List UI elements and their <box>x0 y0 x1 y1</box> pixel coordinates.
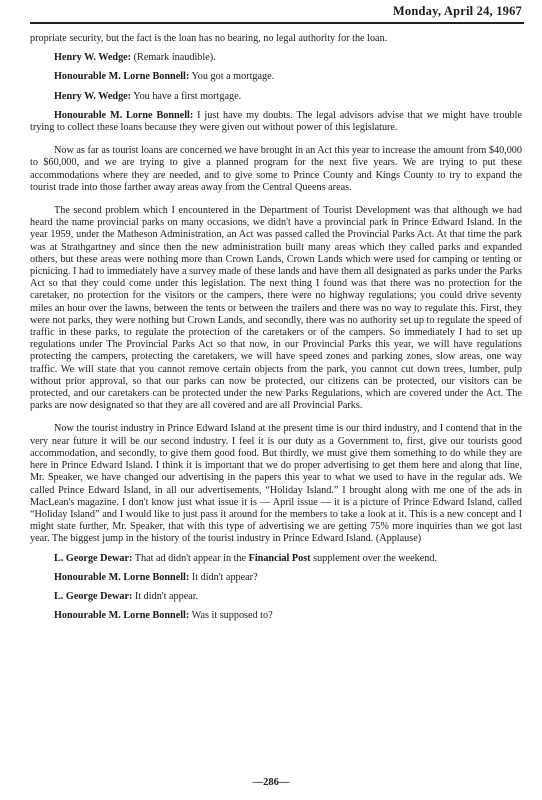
speaker-name: L. George Dewar: <box>54 590 133 602</box>
dialogue-line <box>30 572 522 584</box>
speaker-name: Honourable M. Lorne Bonnell: <box>54 71 190 83</box>
page-body <box>30 33 522 629</box>
speech-text: It didn't appear? <box>191 571 258 583</box>
speaker-name: Henry W. Wedge: <box>54 52 132 64</box>
speaker-name: Honourable M. Lorne Bonnell: <box>54 610 190 622</box>
speech-text: You got a mortgage. <box>191 71 275 83</box>
speech-text: I just have my doubts. The legal advisors advise that we might have trouble trying to collect these loans because they were given out without power of this legislature. <box>30 109 522 134</box>
dialogue-line <box>30 110 522 134</box>
header-rule <box>30 22 524 24</box>
speech-text: (Remark inaudible). <box>133 52 216 64</box>
speaker-name: Henry W. Wedge: <box>54 90 132 102</box>
speech-text: supplement over the weekend. <box>313 552 438 564</box>
dialogue-line <box>30 591 522 603</box>
page-number: —286— <box>252 777 290 788</box>
dialogue-line <box>30 91 522 103</box>
publication-name: Financial Post <box>248 552 311 564</box>
speaker-name: Honourable M. Lorne Bonnell: <box>54 571 190 583</box>
speech-text: Was it supposed to? <box>191 610 273 622</box>
paragraph-continuation: propriate security, but the fact is the loan has no bearing, no legal authority for the loan. <box>30 33 388 44</box>
speaker-name: L. George Dewar: <box>54 552 133 564</box>
speech-text: You have a first mortgage. <box>133 90 242 102</box>
speech-text: That ad didn't appear in the <box>134 552 247 564</box>
dialogue-line <box>30 610 522 622</box>
dialogue-line <box>30 553 522 565</box>
speaker-name: Honourable M. Lorne Bonnell: <box>54 109 194 121</box>
dialogue-line <box>30 71 522 83</box>
paragraph-tourist-loans: Now as far as tourist loans are concerned we have brought in an Act this year to increase the amount from $40,000 to $60,000, and we are trying to give a planned program for the next five years. We are trying to put these accommodations where they are needed, and to give some to Prince County and Kings County to try to expand the tourist trade into those farther away areas away from the Central Queens areas. <box>30 145 522 193</box>
dialogue-line <box>30 52 522 64</box>
header-date: Monday, April 24, 1967 <box>392 4 522 18</box>
speech-text: It didn't appear. <box>134 590 199 602</box>
paragraph-provincial-parks: The second problem which I encountered in the Department of Tourist Development was that although we had heard the name provincial parks on many occasions, we didn't have a provincial park in Prince Edward Island. In the year 1959, under the Matheson Administration, an Act was passed called the Provincial Parks Act. At that time the park was at Strathgartney and since then the new administration built many areas which they called parks and expanded others, but these areas were nothing more than Crown Lands, Crown Lands which were used for camping or tenting or picnicing. I had to immediately have a survey made of these lands and have them all designated as parks under the Parks Act so that they could come under this legislation. The next thing I found was that there was no protection for the caretaker, no protection for the visitors or the campers, there were no highway regulations; you could drive seventy miles an hour over the lawns, between the tents or between the trailers and there was no way to regulate this. First, they were not parks, they were nothing but Crown Lands, and secondly, there was no authority set up to regulate the speed of traffic in these parks, to regulate the protection of the caretakers or of the campers. So immediately I had to set up regulations under The Provincial Parks Act so that now, in our Provincial Parks this year, we will have regulations protecting the campers, protecting the caretakers, we will have speed zones and parking zones, slow areas, one way traffic. We will state that you cannot remove certain objects from the park, you cannot cut down trees, lumber, pulp without prior approval, so that our parks can now be protected, our citizens can be protected, our visitors can be protected, and our caretakers can be protected under the new Parks Regulations, which are covered under the Act. The parks are now designated so that they are all covered and are all Provincial Parks. <box>30 205 522 412</box>
paragraph-tourist-industry: Now the tourist industry in Prince Edward Island at the present time is our third industry, and I contend that in the very near future it will be our second industry. I feel it is our duty as a Government to, first, give our tourists good accommodation, and secondly, to give them good food. But thirdly, we must give them something to do while they are here in Prince Edward Island. I think it is important that we do proper advertising to get them here and along that line, Mr. Speaker, we have changed our advertising in the papers this year to what we used to have in the regular ads. We called Prince Edward Island, in all our advertisements, “Holiday Island.” I brought along with me one of the ads in MacLean's magazine. I don't know just what issue it is — April issue — it is a picture of Prince Edward Island, called “Holiday Island” and I would like to just pass it around for the members to take a look at it. This is a new concept and I might state further, Mr. Speaker, that with this type of advertising we are getting 75% more inquiries than we got last year. The biggest jump in the history of the tourist industry in Prince Edward Island. (Applause) <box>30 423 522 545</box>
